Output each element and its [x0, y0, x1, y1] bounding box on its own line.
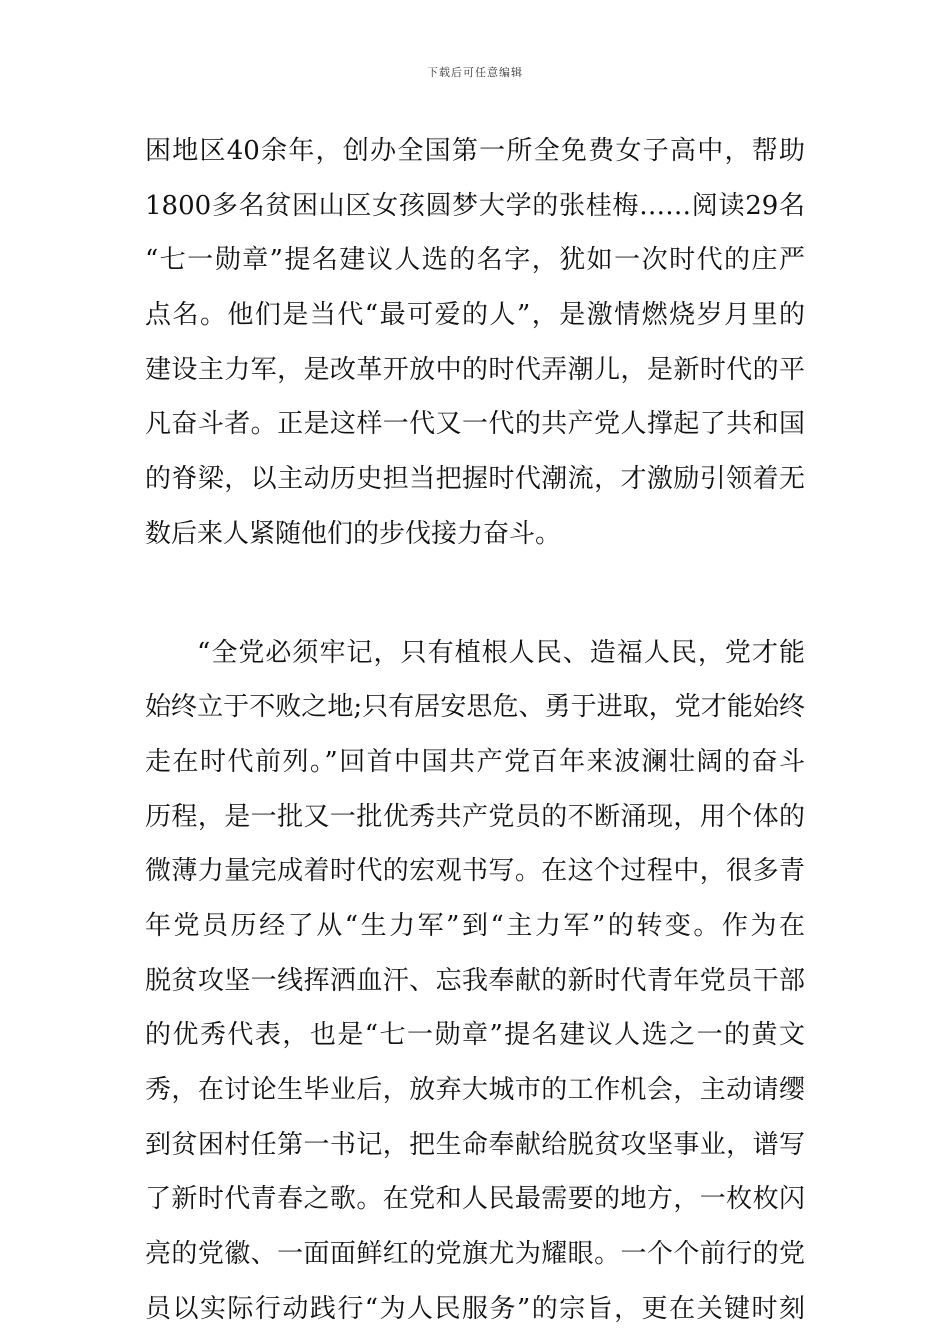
- text-line: 微薄力量完成着时代的宏观书写。在这个过程中，很多青: [145, 856, 805, 887]
- text-line: 凡奋斗者。正是这样一代又一代的共产党人撑起了共和国: [145, 409, 805, 440]
- text-line: 1800多名贫困山区女孩圆梦大学的张桂梅……阅读29名: [145, 190, 805, 221]
- text-line: 了新时代青春之歌。在党和人民最需要的地方，一枚枚闪: [145, 1184, 805, 1215]
- text-line: 年党员历经了从“生力军”到“主力军”的转变。作为在: [145, 910, 805, 941]
- text-line: 建设主力军，是改革开放中的时代弄潮儿，是新时代的平: [145, 354, 805, 385]
- text-line: 秀，在讨论生毕业后，放弃大城市的工作机会，主动请缨: [145, 1075, 805, 1105]
- text-line: 困地区40余年，创办全国第一所全免费女子高中，帮助: [145, 136, 805, 166]
- text-line: 始终立于不败之地;只有居安思危、勇于进取，党才能始终: [145, 692, 805, 723]
- text-line: 的优秀代表，也是“七一勋章”提名建议人选之一的黄文: [145, 1020, 805, 1051]
- text-line: 走在时代前列。”回首中国共产党百年来波澜壮阔的奋斗: [145, 746, 805, 777]
- paragraph-spacer: [145, 562, 805, 626]
- document-body: [145, 124, 805, 1336]
- paragraph-1: [145, 124, 805, 562]
- paragraph-2: [145, 626, 805, 1337]
- text-line: 历程，是一批又一批优秀共产党员的不断涌现，用个体的: [145, 801, 805, 832]
- text-line: 亮的党徽、一面面鲜红的党旗尤为耀眼。一个个前行的党: [145, 1239, 805, 1270]
- text-line: 到贫困村任第一书记，把生命奉献给脱贫攻坚事业，谱写: [145, 1129, 805, 1160]
- text-line: 员以实际行动践行“为人民服务”的宗旨，更在关键时刻: [145, 1293, 805, 1324]
- text-line: 点名。他们是当代“最可爱的人”，是激情燃烧岁月里的: [145, 300, 805, 331]
- page-header-note: 下载后可任意编辑: [427, 66, 523, 79]
- text-line: 脱贫攻坚一线挥洒血汗、忘我奉献的新时代青年党员干部: [145, 965, 805, 996]
- text-line: 的脊梁，以主动历史担当把握时代潮流，才激励引领着无: [145, 464, 805, 495]
- text-line: “七一勋章”提名建议人选的名字，犹如一次时代的庄严: [145, 245, 805, 276]
- text-line: 数后来人紧随他们的步伐接力奋斗。: [145, 518, 562, 549]
- text-line: “全党必须牢记，只有植根人民、造福人民，党才能: [197, 637, 805, 668]
